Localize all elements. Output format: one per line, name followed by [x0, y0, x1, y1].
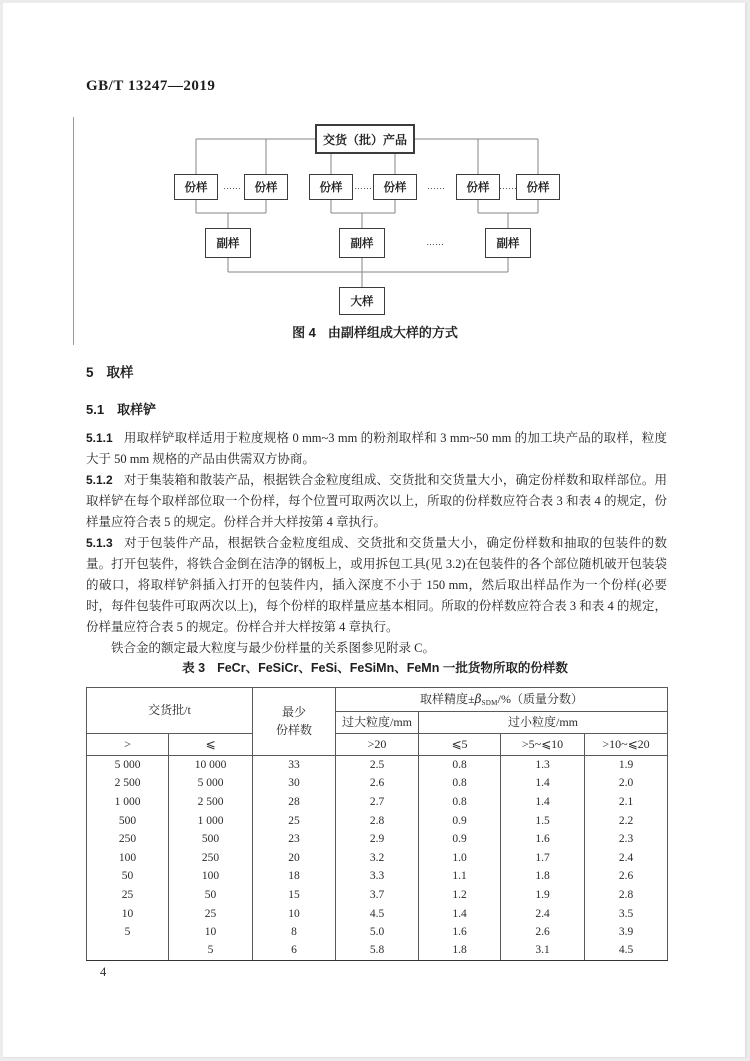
- paragraph-text: 用取样铲取样适用于粒度规格 0 mm~3 mm 的粉剂取样和 3 mm~50 mm 的加工块产品的取样，粒度大于 50 mm 规格的产品由供需双方协商。: [86, 431, 667, 466]
- table-cell: 2.9: [336, 830, 419, 849]
- figure-box-subsample-3: 副样: [485, 228, 531, 258]
- paragraph-text: 对于集装箱和散装产品，根据铁合金粒度组成、交货批和交货量大小，确定份样数和取样部位。用取样铲在每个取样部位取一个份样，每个位置可取两次以上，所取的份样数应符合表 3 和表 4 的规定，份样量应符合表 5 的规定。份样合并大样按第 4 章执行。: [86, 473, 667, 529]
- table-cell: 250: [169, 848, 253, 867]
- table-cell: 2.6: [501, 923, 585, 942]
- table-cell: 2.4: [585, 848, 668, 867]
- paragraph-5-1-1: [86, 428, 667, 470]
- table-cell: 0.8: [419, 756, 501, 775]
- table-cell: 1.8: [419, 941, 501, 960]
- ellipsis-dots: ……: [223, 181, 241, 191]
- figure-caption-number: 图 4: [292, 325, 316, 340]
- table-cell: 250: [87, 830, 169, 849]
- paragraph-number: 5.1.1: [86, 431, 113, 445]
- figure-box-subsample-2: 副样: [339, 228, 385, 258]
- table-cell: 1.4: [419, 904, 501, 923]
- table-row: [87, 793, 668, 812]
- header-le: ⩽: [169, 734, 253, 756]
- header-undersize: 过小粒度/mm: [419, 712, 668, 734]
- table-cell: 1.1: [419, 867, 501, 886]
- table-cell: 2.8: [336, 811, 419, 830]
- table-row: [87, 848, 668, 867]
- section-5-heading: [86, 362, 667, 383]
- table-cell: 5 000: [87, 756, 169, 775]
- figure-box-gross-sample: 大样: [339, 287, 385, 315]
- table-cell: 33: [253, 756, 336, 775]
- table-cell: 1.3: [501, 756, 585, 775]
- table-cell: 5 000: [169, 774, 253, 793]
- table-cell: 3.7: [336, 886, 419, 905]
- header-le5: ⩽5: [419, 734, 501, 756]
- table-3: [86, 687, 668, 961]
- table-cell: 10: [169, 923, 253, 942]
- table-cell: 5.0: [336, 923, 419, 942]
- table-cell: 10: [87, 904, 169, 923]
- table-cell: 0.8: [419, 793, 501, 812]
- table-cell: 1.0: [419, 848, 501, 867]
- table-cell: 5: [169, 941, 253, 960]
- table-cell: 10 000: [169, 756, 253, 775]
- table-cell: 50: [87, 867, 169, 886]
- figure-box-increment-5: 份样: [456, 174, 500, 200]
- figure-caption-text: 由副样组成大样的方式: [327, 325, 458, 340]
- figure-caption: [0, 322, 750, 341]
- header-sampling-precision: 取样精度$\pm\beta_{SDM}/\%$（质量分数）: [336, 688, 668, 712]
- section-5-1-number: 5.1: [86, 402, 105, 417]
- table-cell: 3.9: [585, 923, 668, 942]
- table-cell: 2.2: [585, 811, 668, 830]
- ellipsis-dots: ……: [499, 181, 517, 191]
- table-cell: 28: [253, 793, 336, 812]
- table-cell: 500: [87, 811, 169, 830]
- ellipsis-dots: ……: [354, 181, 372, 191]
- table-cell: 2.1: [585, 793, 668, 812]
- table-cell: 2.6: [336, 774, 419, 793]
- standard-code: GB/T 13247—2019: [86, 78, 216, 94]
- table-cell: 18: [253, 867, 336, 886]
- page-number: 4: [100, 965, 107, 979]
- header-min-increments: 最少 份样数: [253, 688, 336, 756]
- table-cell: 0.9: [419, 811, 501, 830]
- figure-box-subsample-1: 副样: [205, 228, 251, 258]
- figure-box-increment-4: 份样: [373, 174, 417, 200]
- table-cell: 20: [253, 848, 336, 867]
- table-cell: 2.0: [585, 774, 668, 793]
- table-cell: 1.6: [501, 830, 585, 849]
- table-header-row-3: [87, 734, 668, 756]
- table-cell: 1.8: [501, 867, 585, 886]
- table-cell: 3.5: [585, 904, 668, 923]
- table-cell: 3.1: [501, 941, 585, 960]
- table-cell: 1 000: [169, 811, 253, 830]
- table-cell: 1.5: [501, 811, 585, 830]
- table-cell: 30: [253, 774, 336, 793]
- table-cell: 1.4: [501, 793, 585, 812]
- table-cell: 2 500: [87, 774, 169, 793]
- table-cell: 10: [253, 904, 336, 923]
- table-row: [87, 756, 668, 775]
- section-5-1-title: 取样铲: [117, 402, 157, 417]
- figure-box-delivery-lot: 交货（批）产品: [315, 124, 415, 154]
- table-cell: 1.9: [585, 756, 668, 775]
- table-cell: [87, 941, 169, 960]
- table-row: [87, 867, 668, 886]
- table-row: [87, 941, 668, 960]
- table-cell: 25: [169, 904, 253, 923]
- ellipsis-dots: ……: [427, 181, 445, 191]
- table-row: [87, 774, 668, 793]
- table-cell: 4.5: [336, 904, 419, 923]
- body-text: [86, 355, 667, 659]
- paragraph-5-1-2: [86, 470, 667, 533]
- header-10-20: >10~⩽20: [585, 734, 668, 756]
- ellipsis-dots: ……: [426, 237, 444, 247]
- table-cell: 23: [253, 830, 336, 849]
- table-cell: 2.3: [585, 830, 668, 849]
- table-cell: 15: [253, 886, 336, 905]
- table-cell: 5: [87, 923, 169, 942]
- table-row: [87, 811, 668, 830]
- header-oversize: 过大粒度/mm: [336, 712, 419, 734]
- table-cell: 2.4: [501, 904, 585, 923]
- figure-box-increment-1: 份样: [174, 174, 218, 200]
- table-cell: 1 000: [87, 793, 169, 812]
- table-cell: 50: [169, 886, 253, 905]
- header-5-10: >5~⩽10: [501, 734, 585, 756]
- paragraph-5-1-3: [86, 533, 667, 638]
- table-3-title-text: FeCr、FeSiCr、FeSi、FeSiMn、FeMn 一批货物所取的份样数: [217, 661, 568, 675]
- section-5-number: 5: [86, 365, 94, 380]
- header-lot: 交货批/t: [87, 688, 253, 734]
- table-row: [87, 830, 668, 849]
- table-cell: 1.2: [419, 886, 501, 905]
- table-cell: 1.7: [501, 848, 585, 867]
- header-gt: >: [87, 734, 169, 756]
- table-cell: 1.9: [501, 886, 585, 905]
- figure-box-increment-6: 份样: [516, 174, 560, 200]
- table-cell: 3.2: [336, 848, 419, 867]
- paragraph-number: 5.1.2: [86, 473, 113, 487]
- figure-box-increment-3: 份样: [309, 174, 353, 200]
- table-row: [87, 904, 668, 923]
- table-cell: 3.3: [336, 867, 419, 886]
- table-cell: 25: [253, 811, 336, 830]
- table-cell: 0.9: [419, 830, 501, 849]
- table-cell: 6: [253, 941, 336, 960]
- table-cell: 100: [87, 848, 169, 867]
- table-cell: 2.6: [585, 867, 668, 886]
- table-cell: 1.6: [419, 923, 501, 942]
- note-paragraph: 铁合金的额定最大粒度与最少份样量的关系图参见附录 C。: [111, 641, 435, 655]
- paragraph-number: 5.1.3: [86, 536, 113, 550]
- table-row: [87, 886, 668, 905]
- table-cell: 100: [169, 867, 253, 886]
- table-cell: 2.5: [336, 756, 419, 775]
- table-cell: 4.5: [585, 941, 668, 960]
- header-gt20: >20: [336, 734, 419, 756]
- section-5-title: 取样: [106, 365, 134, 380]
- table-3-number: 表 3: [182, 661, 206, 675]
- table-cell: 5.8: [336, 941, 419, 960]
- table-cell: 2.7: [336, 793, 419, 812]
- table-cell: 2.8: [585, 886, 668, 905]
- table-3-title: [0, 658, 750, 676]
- table-header-row-1: [87, 688, 668, 712]
- paragraph-text: 对于包装件产品，根据铁合金粒度组成、交货批和交货量大小，确定份样数和抽取的包装件的数量。打开包装件，将铁合金倒在洁净的钢板上，或用拆包工具(见 3.2)在包装件的各个部位随机破开包装袋的破口，将取样铲斜插入打开的包装件内，插入深度不小于 150 mm，然后取出样品作为一个份样(必要时，每件包装件可取两次以上)，每个份样的取样量应基本相同。所取的份样数应符合表 3 和表 4 的规定，份样量应符合表 5 的规定。份样合并大样按第 4 章执行。: [86, 536, 667, 634]
- figure-box-increment-2: 份样: [244, 174, 288, 200]
- table-cell: 0.8: [419, 774, 501, 793]
- table-cell: 500: [169, 830, 253, 849]
- table-cell: 8: [253, 923, 336, 942]
- table-cell: 25: [87, 886, 169, 905]
- table-cell: 1.4: [501, 774, 585, 793]
- section-5-1-heading: [86, 399, 667, 420]
- table-cell: 2 500: [169, 793, 253, 812]
- table-row: [87, 923, 668, 942]
